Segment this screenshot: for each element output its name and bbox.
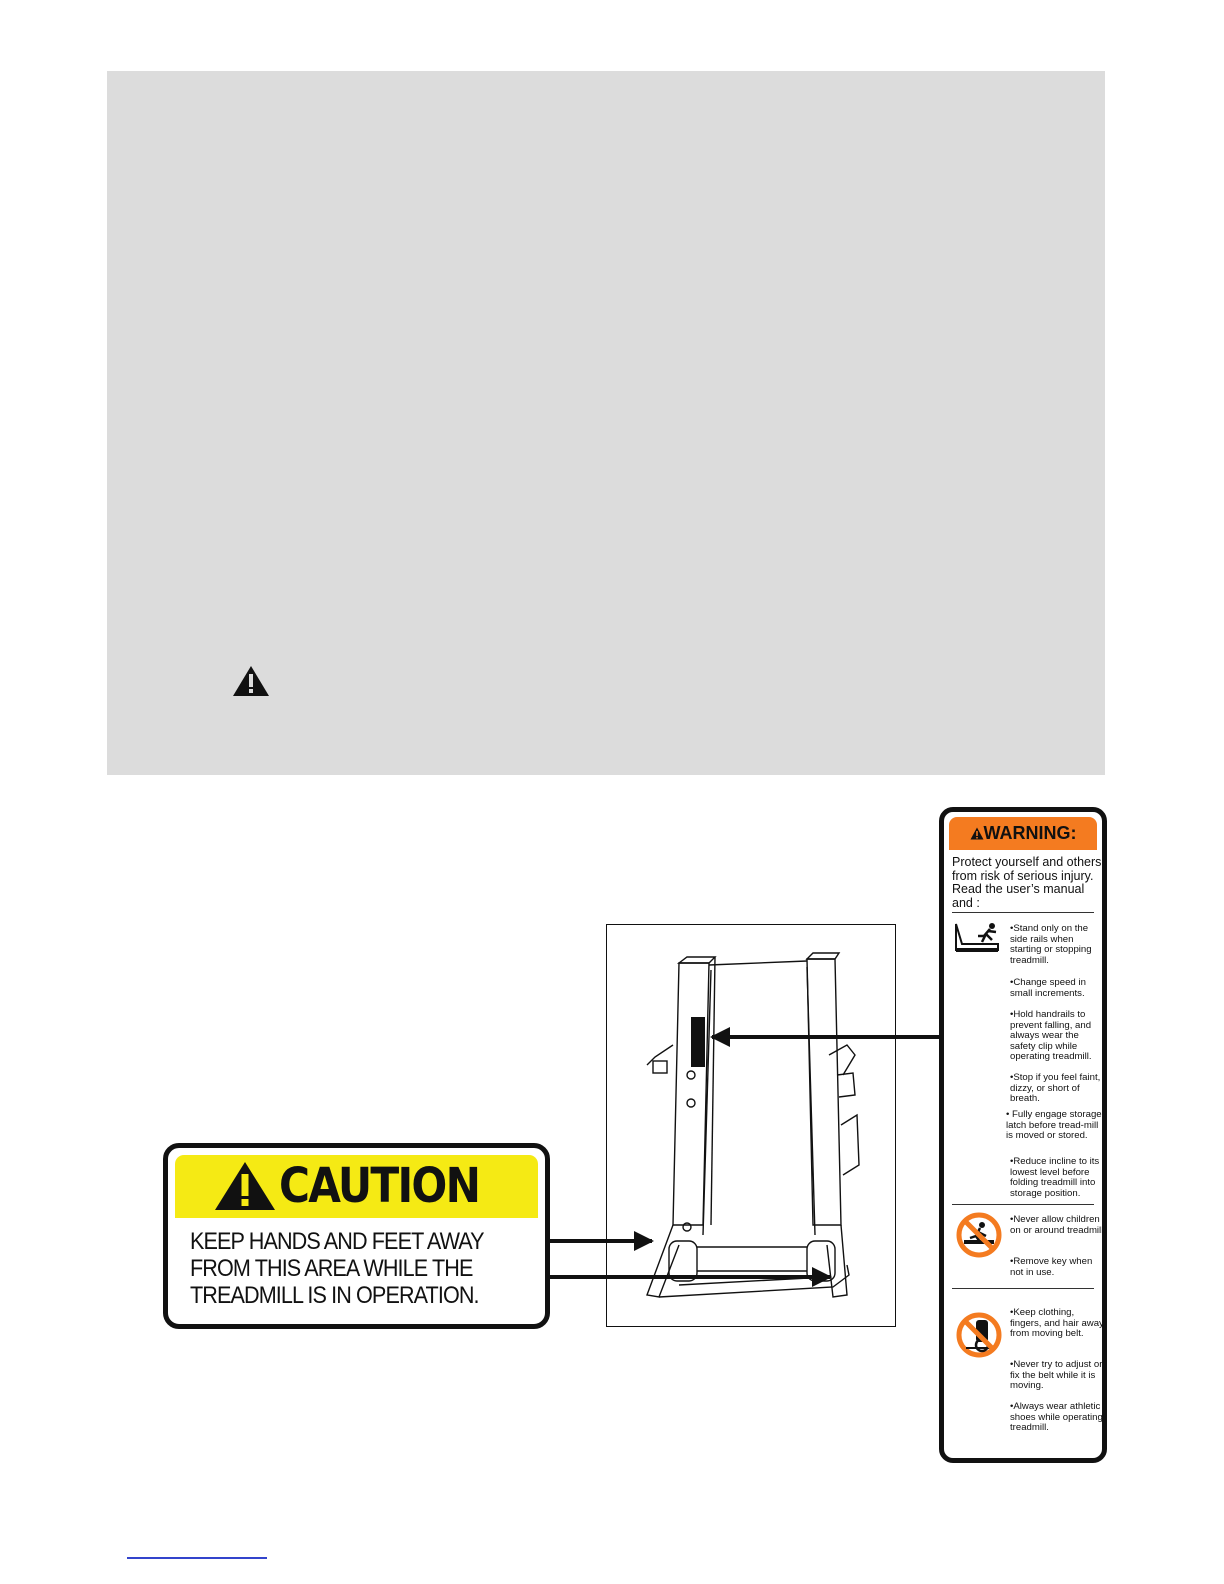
warning-intro: Protect yourself and others from risk of serious injury. Read the user’s manual and : [952,855,1102,910]
caution-line: FROM THIS AREA WHILE THE [190,1255,473,1282]
warning-decal-location [691,1017,705,1067]
warning-triangle-icon [232,665,270,697]
no-hands-belt-icon [956,1312,1002,1358]
treadmill-drawing [607,925,894,1325]
warning-item: •Reduce incline to its lowest level before folding treadmill into storage position. [1010,1156,1100,1199]
falling-person-icon [952,922,1000,956]
safety-info-panel [107,71,1105,775]
caution-header [175,1155,538,1218]
warning-header [949,817,1097,850]
warning-item: •Stand only on the side rails when starting or stopping treadmill. [1010,923,1092,966]
divider [952,912,1094,913]
warning-triangle-icon [970,827,984,840]
divider [952,1204,1094,1205]
divider [952,1288,1094,1289]
no-children-icon [956,1212,1002,1258]
warning-item: • Fully engage storage latch before tread-mill is moved or stored. [1006,1109,1102,1142]
warning-decal [939,807,1107,1463]
warning-item: •Never allow children on or around treadmill. [1010,1214,1106,1236]
warning-triangle-icon [213,1160,277,1212]
footer-rule [127,1557,267,1559]
caution-line: KEEP HANDS AND FEET AWAY [190,1228,484,1255]
warning-item: •Always wear athletic shoes while operating treadmill. [1010,1401,1103,1434]
caution-line: TREADMILL IS IN OPERATION. [190,1282,479,1309]
treadmill-illustration [606,924,896,1327]
warning-item: •Remove key when not in use. [1010,1256,1093,1278]
caution-title: CAUTION [279,1158,480,1214]
warning-item: •Stop if you feel faint, dizzy, or short of breath. [1010,1072,1101,1105]
warning-title: WARNING: [983,823,1077,843]
warning-item: •Keep clothing, fingers, and hair away from moving belt. [1010,1307,1104,1340]
warning-item: •Hold handrails to prevent falling, and always wear the safety clip while operating treadmill. [1010,1009,1092,1063]
caution-message [190,1228,514,1309]
warning-item: •Never try to adjust or fix the belt while it is moving. [1010,1359,1103,1392]
caution-decal [163,1143,550,1329]
warning-item: •Change speed in small increments. [1010,977,1086,999]
